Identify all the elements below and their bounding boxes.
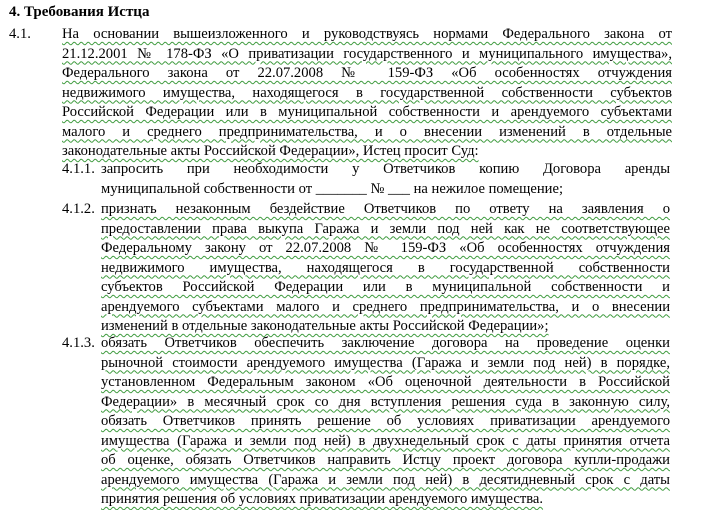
subclause-line: установленном Федеральным законом «Об оценочной деятельности в Российской	[101, 374, 670, 390]
subclause-line: изменений в отдельные законодательные акты Российской Федерации»;	[101, 318, 549, 334]
subclause-line: рыночной стоимости арендуемого имущества (Гаража и земли под ней) в порядке,	[101, 354, 670, 371]
clause-line: малого и среднего предпринимательства, и о внесении изменений в отдельные	[62, 123, 672, 140]
subclause-line: имущества (Гаража и земли под ней) в двухнедельный срок с даты принятия отчета	[101, 432, 670, 449]
subclause-line: субъектов Российской Федерации или в муниципальной собственности и	[101, 279, 670, 295]
subclause-line: недвижимого имущества, находящегося в государственной собственности	[101, 259, 670, 276]
subclause-line: Федерации» в месячный срок со дня вступления решения суда в законную силу,	[101, 393, 670, 410]
subclause-line: обязать Ответчиков обеспечить заключение договора на проведение оценки	[101, 335, 670, 351]
clause-line: законодательные акты Российской Федерации», Истец просит Суд:	[62, 143, 479, 159]
subclause-text	[101, 200, 670, 337]
subclause-line: об оценке, обязать Ответчиков направить Истцу проект договора купли-продажи	[101, 452, 670, 468]
subclause-line: предоставлении права выкупа Гаража и земли под ней как не соответствующее	[101, 220, 670, 237]
clause-line: 21.12.2001 № 178-ФЗ «О приватизации государственного и муниципального имущества»,	[62, 45, 672, 62]
subclause-line: запросить при необходимости у Ответчиков копию Договора аренды	[101, 161, 670, 177]
subclause-number: 4.1.1.	[62, 161, 95, 177]
clause-line: недвижимого имущества, находящегося в государственной собственности субъектов	[62, 84, 672, 101]
subclause-line: обязать Ответчиков принять решение об условиях приватизации арендуемого	[101, 413, 670, 429]
subclause-line: муниципальной собственности от _______ № ___ на нежилое помещение;	[101, 180, 563, 197]
clause-line: Федерального закона от 22.07.2008 № 159-ФЗ «Об особенностях отчуждения	[62, 65, 672, 81]
section-heading: 4. Требования Истца	[9, 4, 150, 20]
clause-text	[62, 25, 672, 162]
subclause-number: 4.1.3.	[62, 335, 95, 351]
clause-line: Российской Федерации или в муниципальной собственности и арендуемого субъектами	[62, 104, 672, 120]
clause-line: На основании вышеизложенного и руководствуясь нормами Федерального закона от	[62, 26, 672, 42]
subclause-line: арендуемого имущества (Гаража и земли под ней) в десятидневный срок с даты	[101, 471, 670, 488]
subclause-number: 4.1.2.	[62, 201, 95, 217]
subclause-text	[101, 160, 670, 199]
subclause-text	[101, 334, 670, 510]
subclause-line: принятия решения об условиях приватизации арендуемого имущества.	[101, 491, 544, 507]
subclause-line: признать незаконным бездействие Ответчиков по ответу на заявления о	[101, 201, 670, 217]
subclause-line: Федеральному закону от 22.07.2008 № 159-ФЗ «Об особенностях отчуждения	[101, 240, 670, 256]
clause-number: 4.1.	[9, 26, 31, 42]
subclause-line: арендуемого субъектами малого и среднего предпринимательства, и о внесении	[101, 298, 670, 315]
